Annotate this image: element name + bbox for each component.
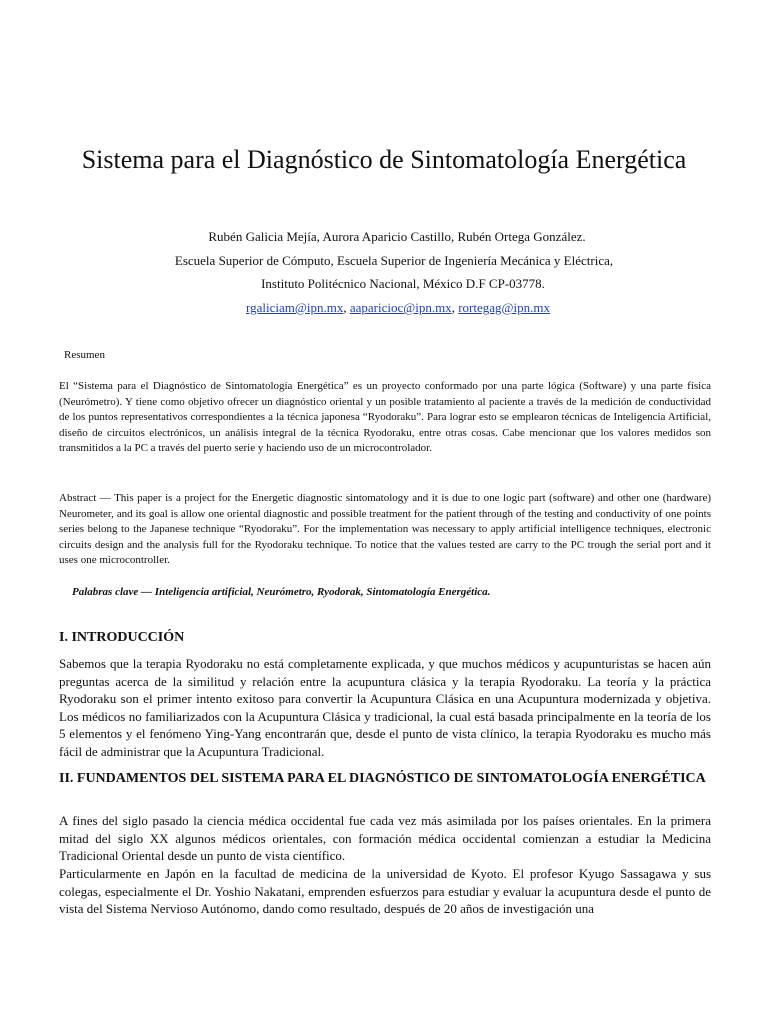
section-heading-fundamentos: II. FUNDAMENTOS DEL SISTEMA PARA EL DIAGNÓSTICO DE SINTOMATOLOGÍA ENERGÉTICA (59, 771, 706, 786)
section-paragraph: A fines del siglo pasado la ciencia médica occidental fue cada vez más asimilada por los países orientales. En la primera mitad del siglo XX algunos médicos orientales, con formación médica occidental comienzan a estudiar la Medicina Tradicional Oriental desde un punto de vista científico. (59, 813, 711, 863)
section-paragraph: Particularmente en Japón en la facultad de medicina de la universidad de Kyoto. El profesor Kyugo Sassagawa y sus colegas, especialmente el Dr. Yoshio Nakatani, emprenden esfuerzos para estudiar y evaluar la acupuntura desde el punto de vista del Sistema Nervioso Autónomo, dando como resultado, después de 20 años de investigación una (59, 866, 711, 916)
keywords-line: Palabras clave — Inteligencia artificial, Neurómetro, Ryodorak, Sintomatología Energética. (72, 586, 491, 598)
section-paragraph: Sabemos que la terapia Ryodoraku no está completamente explicada, y que muchos médicos y acupunturistas se hacen aún preguntas acerca de la similitud y relación entre la acupuntura clásica y la terapia Ryodoraku. La teoría y la práctica Ryodoraku son el primer intento exitoso para convertir la Acupuntura Clásica en una Acupuntura modernizada y objetiva. Los médicos no familiarizados con la Acupuntura Clásica y tradicional, la cual está basada principalmente en la teoría de los 5 elementos y el fenómeno Ying-Yang encontrarán que, desde el punto de vista clínico, la terapia Ryodoraku es mucho más fácil de administrar que la Acupuntura Tradicional. (59, 656, 711, 759)
email-separator: , (451, 300, 459, 315)
resumen-heading: Resumen (64, 349, 105, 361)
email-link-1[interactable]: rgaliciam@ipn.mx (246, 300, 344, 315)
email-link-2[interactable]: aaparicioc@ipn.mx (349, 300, 452, 315)
resumen-paragraph: El “Sistema para el Diagnóstico de Sintomatología Energética” es un proyecto conformado por una parte lógica (Software) y una parte física (Neurómetro). Y tiene como objetivo ofrecer un diagnóstico oriental y un posible tratamiento al paciente a través de la medición de conductividad de los puntos representativos correspondientes a la técnica japonesa “Ryodoraku”. Para lograr esto se emplearon técnicas de Inteligencia Artificial, diseño de circuitos electrónicos, un análisis integral de la técnica Ryodoraku, entre otras cosas. Cabe mencionar que los valores medidos son transmitidos a la PC a través del puerto serie y haciendo uso de un microcontrolador. (59, 380, 711, 454)
section-heading-introduccion: I. INTRODUCCIÓN (59, 630, 185, 645)
affiliation-line-2: Instituto Politécnico Nacional, México D.F CP-03778. (261, 276, 545, 291)
email-link-3[interactable]: rortegag@ipn.mx (458, 300, 550, 315)
author-emails (14, 300, 768, 316)
paper-title: Sistema para el Diagnóstico de Sintomatología Energética (81, 145, 687, 174)
abstract-paragraph: Abstract — This paper is a project for the Energetic diagnostic sintomatology and it is due to one logic part (software) and other one (hardware) Neurometer, and its goal is allow one oriental diagnostic and possible treatment for the patient through of the testing and conductivity of one points series belong to the Japanese technique “Ryodoraku”. For the implementation was necessary to apply artificial intelligence techniques, electronic circuits design and the analysis full for the Ryodoraku technique. To notice that the values tested are carry to the PC trough the serial port and it uses one microcontroller. (59, 492, 711, 566)
author-list: Rubén Galicia Mejía, Aurora Aparicio Castillo, Rubén Ortega González. (208, 229, 586, 244)
affiliation-line-1: Escuela Superior de Cómputo, Escuela Superior de Ingeniería Mecánica y Eléctrica, (174, 253, 614, 268)
email-separator: , (343, 300, 350, 315)
